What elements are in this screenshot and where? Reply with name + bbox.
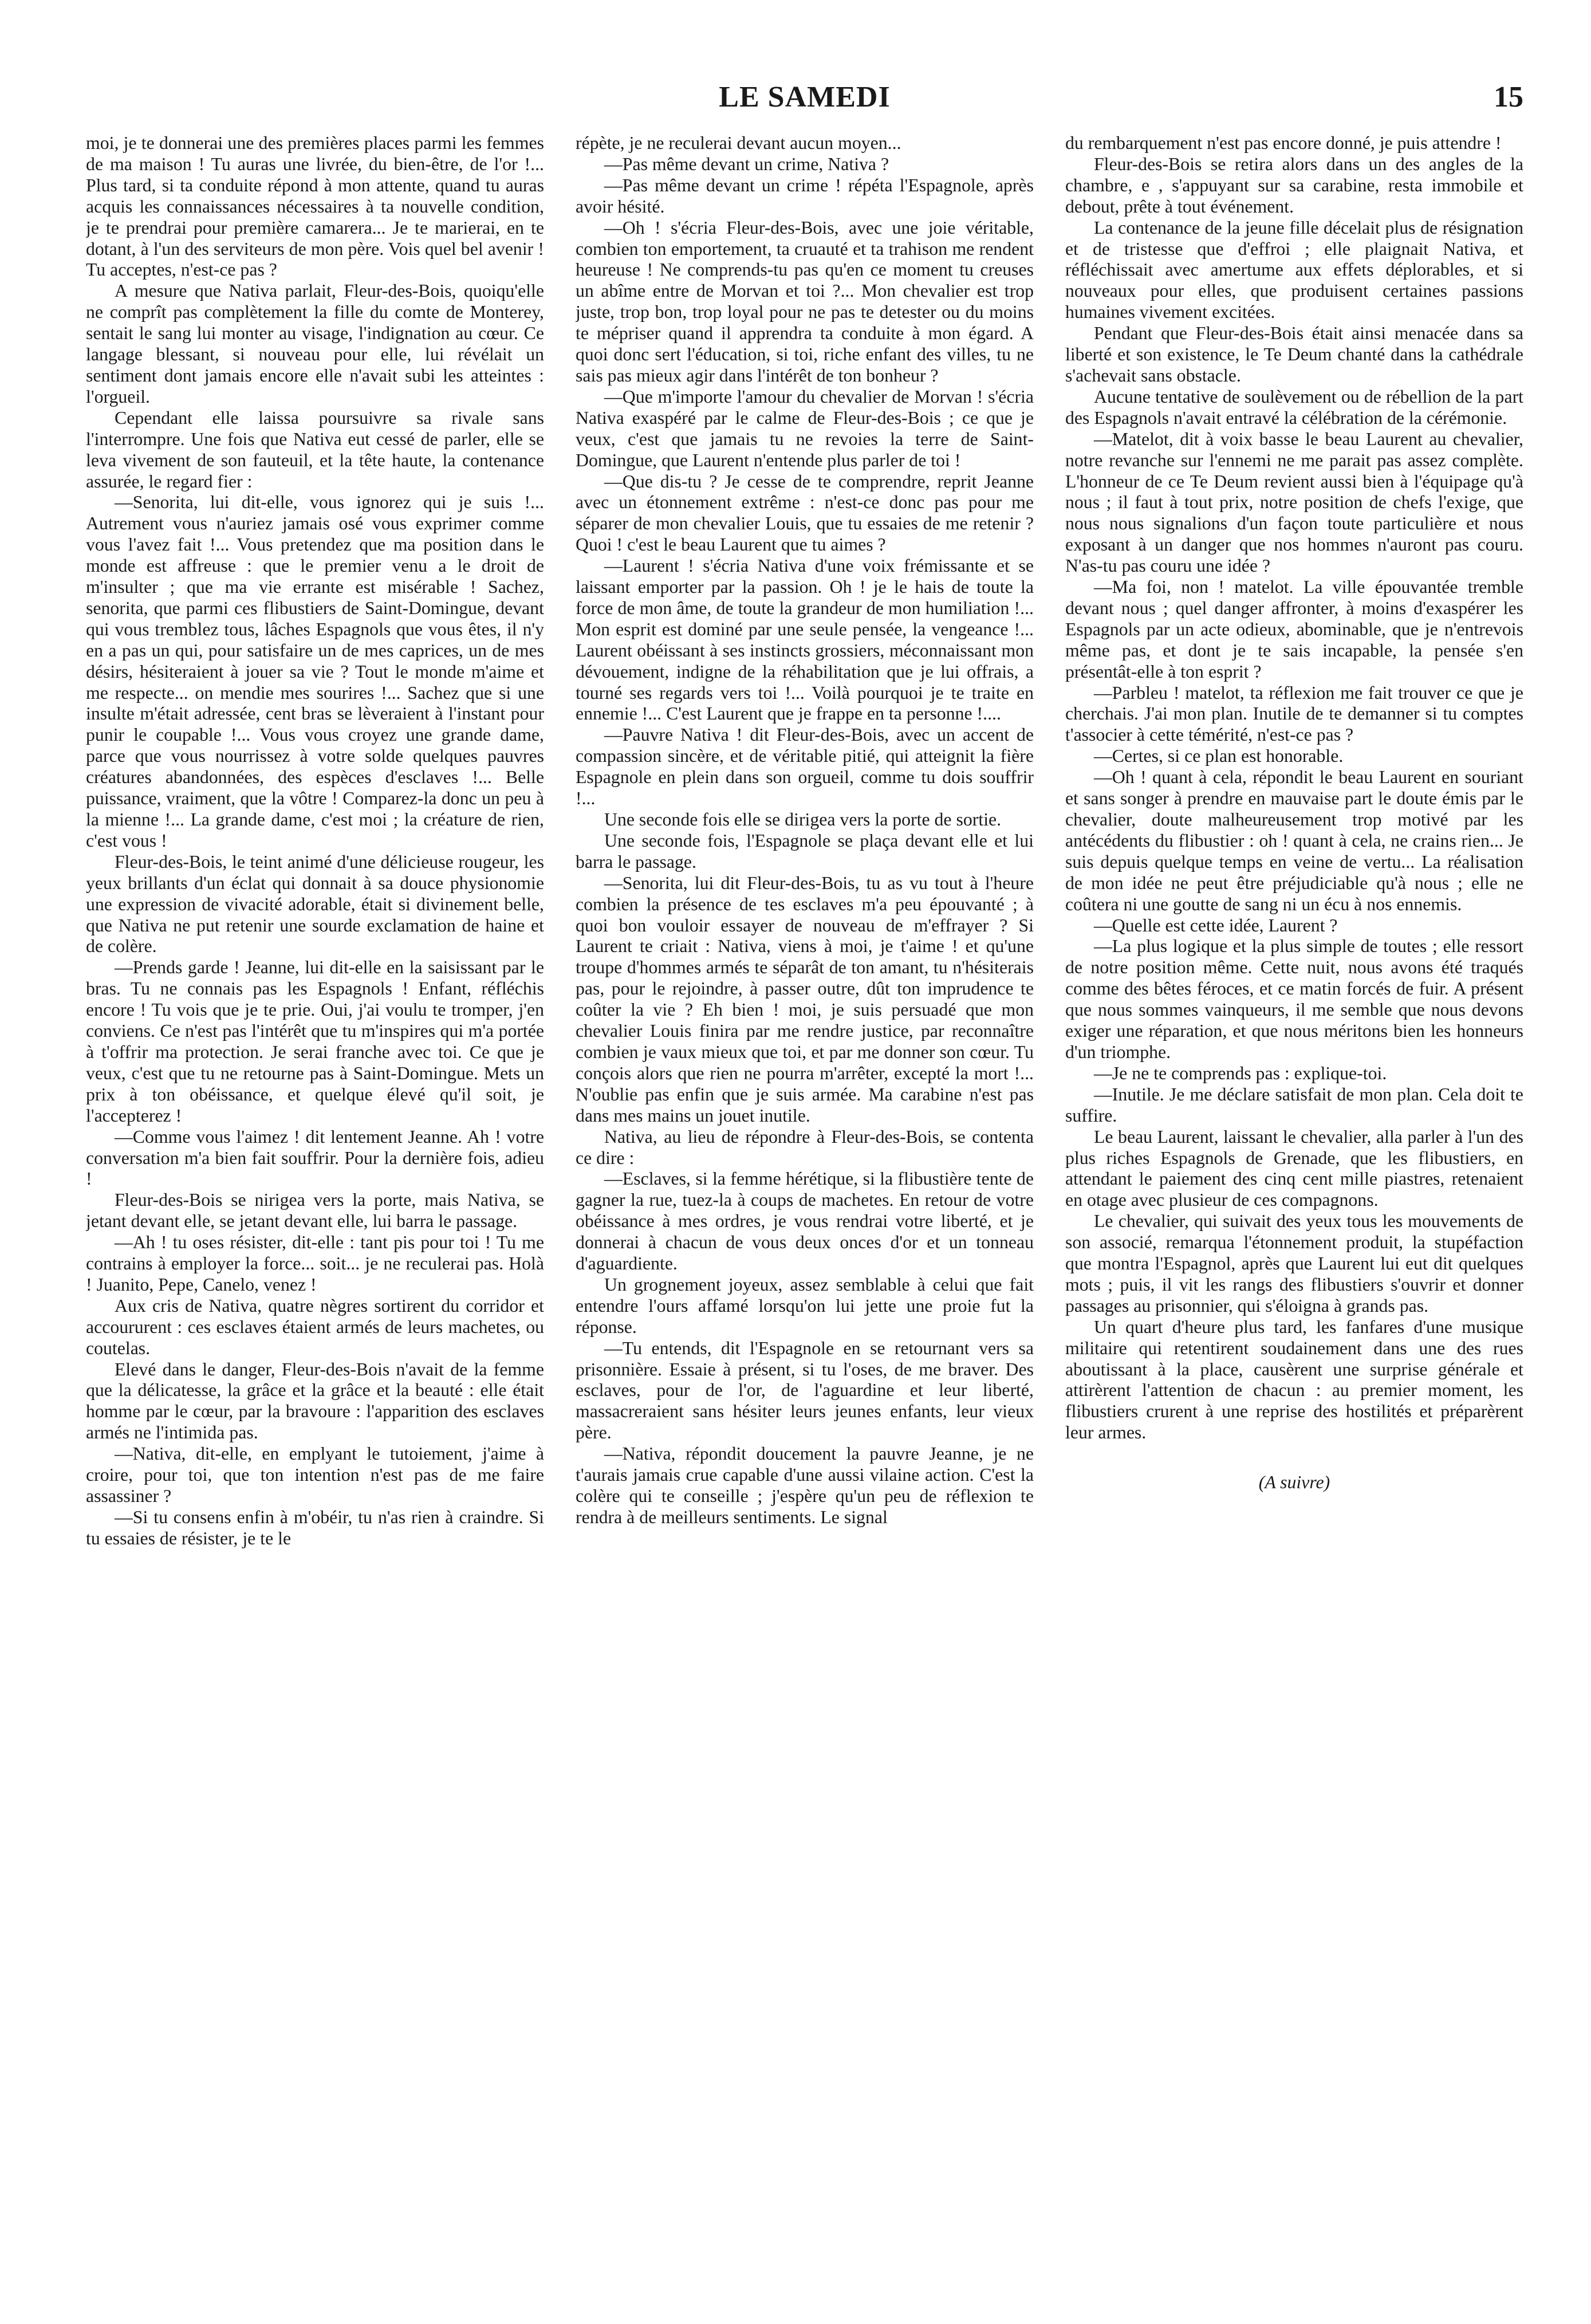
article-paragraph: Nativa, au lieu de répondre à Fleur-des-Bois, se contenta ce dire : bbox=[576, 1126, 1034, 1168]
article-paragraph: Le beau Laurent, laissant le chevalier, alla parler à l'un des plus riches Espagnols de Grenade, que les flibustiers, en attendant le paiement des cinq cent mille piastres, retenaient en otage avec plusieur de ces compagnons. bbox=[1065, 1126, 1523, 1210]
article-paragraph: Aux cris de Nativa, quatre nègres sortirent du corridor et accoururent : ces esclaves étaient armés de leurs machetes, ou coutelas. bbox=[86, 1295, 544, 1358]
article-paragraph: —Ma foi, non ! matelot. La ville épouvantée tremble devant nous ; quel danger affronter, à moins d'exaspérer les Espagnols par un acte odieux, abominable, que je n'entrevois même pas, et dont je te sais incapable, la pensée s'en présentât-elle à ton esprit ? bbox=[1065, 577, 1523, 682]
article-paragraph: —Pauvre Nativa ! dit Fleur-des-Bois, avec un accent de compassion sincère, et de véritable pitié, qui atteignit la fière Espagnole en plein dans son orgueil, comme tu dois souffrir !... bbox=[576, 725, 1034, 809]
article-paragraph: Le chevalier, qui suivait des yeux tous les mouvements de son associé, remarqua l'étonnement produit, la stupéfaction que montra l'Espagnol, après que Laurent lui eut dit quelques mots ; puis, il vit les rangs des flibustiers s'ouvrir et donner passages au prisonnier, qui s'éloigna à grands pas. bbox=[1065, 1211, 1523, 1316]
article-paragraph: —Nativa, répondit doucement la pauvre Jeanne, je ne t'aurais jamais crue capable d'une aussi vilaine action. C'est la colère qui te conseille ; j'espère qu'un peu de réflexion te rendra à de meilleurs sentiments. Le signal bbox=[576, 1444, 1034, 1527]
article-paragraph: —Pas même devant un crime ! répéta l'Espagnole, après avoir hésité. bbox=[576, 175, 1034, 217]
article-paragraph: moi, je te donnerai une des premières places parmi les femmes de ma maison ! Tu auras une livrée, du bien-être, de l'or !... Plus tard, si ta conduite répond à mon attente, quand tu auras acquis les connaissances nécessaires à ta nouvelle condition, je te prendrai pour première camarera... Je te marierai, en te dotant, à l'un des serviteurs de mon père. Vois quel bel avenir ! Tu acceptes, n'est-ce pas ? bbox=[86, 133, 544, 280]
article-paragraph: —Matelot, dit à voix basse le beau Laurent au chevalier, notre revanche sur l'ennemi ne me parait pas assez complète. L'honneur de ce Te Deum revient aussi bien à l'équipage qu'à nous ; il faut à tout prix, notre position de chefs l'exige, que nous nous signalions d'un façon toute particulière et nous exposant à un danger que nos hommes n'auront pas couru. N'as-tu pas couru une idée ? bbox=[1065, 428, 1523, 576]
article-paragraph: —Que dis-tu ? Je cesse de te comprendre, reprit Jeanne avec un étonnement extrême : n'est-ce donc pas pour me séparer de mon chevalier Louis, que tu essaies de me retenir ? Quoi ! c'est le beau Laurent que tu aimes ? bbox=[576, 471, 1034, 555]
article-paragraph: —Pas même devant un crime, Nativa ? bbox=[604, 154, 889, 174]
article-paragraph: —Ah ! tu oses résister, dit-elle : tant pis pour toi ! Tu me contrains à employer la force... soit... je ne reculerai pas. Holà ! Juanito, Pepe, Canelo, venez ! bbox=[86, 1232, 544, 1295]
article-paragraph: —Inutile. Je me déclare satisfait de mon plan. Cela doit te suffire. bbox=[1065, 1084, 1523, 1126]
column-1 bbox=[86, 133, 544, 2264]
article-paragraph: Aucune tentative de soulèvement ou de rébellion de la part des Espagnols n'avait entravé la célébration de la cérémonie. bbox=[1065, 386, 1523, 428]
article-paragraph: —Esclaves, si la femme hérétique, si la flibustière tente de gagner la rue, tuez-la à coups de machetes. En retour de votre obéissance à mes ordres, je vous rendrai votre liberté, et je donnerai à chacun de vous deux onces d'or et un tonneau d'aguardiente. bbox=[576, 1169, 1034, 1274]
article-paragraph: —Prends garde ! Jeanne, lui dit-elle en la saisissant par le bras. Tu ne connais pas les Espagnols ! Enfant, réfléchis encore ! Tu vois que je te prie. Oui, j'ai voulu te tromper, j'en conviens. Ce n'est pas l'intérêt que tu m'inspires qui m'a portée à t'offrir ma protection. Je serai franche avec toi. Ce que je veux, c'est que tu ne retourne pas à Saint-Domingue. Mets un prix à ton obéissance, et quelque élevé qu'il soit, je l'accepterez ! bbox=[86, 957, 544, 1126]
article-paragraph: Une seconde fois elle se dirigea vers la porte de sortie. bbox=[604, 809, 1002, 829]
text-columns bbox=[86, 133, 1523, 2264]
article-paragraph: —Tu entends, dit l'Espagnole en se retournant vers sa prisonnière. Essaie à présent, si tu l'oses, de me braver. Des esclaves, pour de l'or, de l'aguardine et leur liberté, massacreraient sans hésiter leurs jeunes enfants, leur vieux père. bbox=[576, 1338, 1034, 1443]
article-paragraph: Elevé dans le danger, Fleur-des-Bois n'avait de la femme que la délicatesse, la grâce et la grâce et la beauté : elle était homme par le cœur, par la bravoure : l'apparition des esclaves armés ne l'intimida pas. bbox=[86, 1359, 544, 1443]
article-paragraph: —Certes, si ce plan est honorable. bbox=[1094, 746, 1344, 766]
publication-title: LE SAMEDI bbox=[719, 81, 891, 113]
article-paragraph: Un grognement joyeux, assez semblable à celui que fait entendre l'ours affamé lorsqu'on lui jette une proie fut la réponse. bbox=[576, 1274, 1034, 1337]
article-paragraph: —Nativa, dit-elle, en emplyant le tutoiement, j'aime à croire, pour toi, que ton intention n'est pas de me faire assassiner ? bbox=[86, 1444, 544, 1506]
article-paragraph: —Comme vous l'aimez ! dit lentement Jeanne. Ah ! votre conversation m'a bien fait souffrir. Pour la dernière fois, adieu ! bbox=[86, 1126, 544, 1189]
article-paragraph: Cependant elle laissa poursuivre sa rivale sans l'interrompre. Une fois que Nativa eut cessé de parler, elle se leva vivement de son fauteuil, et la tête haute, la contenance assurée, le regard fier : bbox=[86, 407, 544, 491]
article-paragraph: Pendant que Fleur-des-Bois était ainsi menacée dans sa liberté et son existence, le Te Deum chanté dans la cathédrale s'achevait sans obstacle. bbox=[1065, 323, 1523, 386]
page-number: 15 bbox=[1494, 81, 1523, 113]
article-paragraph: Fleur-des-Bois se nirigea vers la porte, mais Nativa, se jetant devant elle, se jetant devant elle, lui barra le passage. bbox=[86, 1190, 544, 1232]
article-paragraph: Une seconde fois, l'Espagnole se plaça devant elle et lui barra le passage. bbox=[576, 830, 1034, 872]
article-paragraph: répète, je ne reculerai devant aucun moyen... bbox=[576, 133, 901, 153]
article-paragraph: du rembarquement n'est pas encore donné, je puis attendre ! bbox=[1065, 133, 1502, 153]
article-paragraph: —Si tu consens enfin à m'obéir, tu n'as rien à craindre. Si tu essaies de résister, je te le bbox=[86, 1507, 544, 1548]
article-paragraph: —Laurent ! s'écria Nativa d'une voix frémissante et se laissant emporter par la passion. Oh ! je le hais de toute la force de mon âme, de toute la grandeur de mon humiliation !... Mon esprit est dominé par une seule pensée, la vengeance !... Laurent obéissant à ses instincts grossiers, méconnaissant mon dévouement, indigne de la réhabilitation que je lui offrais, a tourné ses regards vers toi !... Voilà pourquoi je te traite en ennemie !... C'est Laurent que je frappe en ta personne !.... bbox=[576, 556, 1034, 724]
article-paragraph: —Oh ! quant à cela, répondit le beau Laurent en souriant et sans songer à prendre en mauvaise part le doute émis par le chevalier, doute malheureusement trop motivé par les antécédents du flibustier : oh ! quant à cela, ne crains rien... Je suis depuis quelque temps en veine de vertu... La réalisation de mon idée ne peut être préjudiciable qu'à nous ; elle ne coûtera ni une goutte de sang ni un écu à nos ennemis. bbox=[1065, 767, 1523, 914]
article-paragraph: —Oh ! s'écria Fleur-des-Bois, avec une joie véritable, combien ton emportement, ta cruauté et ta trahison me rendent heureuse ! Ne comprends-tu pas qu'en ce moment tu creuses un abîme entre de Morvan et toi ?... Mon chevalier est trop juste, trop bon, trop loyal pour ne pas te detester ou du moins te mépriser quand il apprendra ta conduite à mon égard. A quoi donc sert l'éducation, si toi, riche enfant des villes, tu ne sais pas mieux agir dans l'intérêt de ton bonheur ? bbox=[576, 217, 1034, 386]
article-paragraph: —Quelle est cette idée, Laurent ? bbox=[1094, 915, 1338, 935]
article-paragraph: —Senorita, lui dit-elle, vous ignorez qui je suis !... Autrement vous n'auriez jamais osé vous exprimer comme vous l'avez fait !... Vous pretendez que ma position dans le monde est affreuse : que le premier venu a le droit de m'insulter ; que ma vie errante est misérable ! Sachez, senorita, que parmi ces flibustiers de Saint-Domingue, devant qui vous tremblez tous, lâches Espagnols que vous êtes, il n'y en a pas un qui, pour satisfaire un de mes caprices, un de mes désirs, hésiteraient à jouer sa vie ? Tout le monde m'aime et me respecte... on mendie mes sourires !... Sachez que si une insulte m'était adressée, cent bras se lèveraient à l'instant pour punir le coupable !... Vous vous croyez une grande dame, parce que vous nourrissez à votre solde quelques pauvres créatures abandonnées, des espèces d'esclaves !... Belle puissance, vraiment, que la vôtre ! Comparez-la donc un peu à la mienne !... La grande dame, c'est moi ; la créature de rien, c'est vous ! bbox=[86, 492, 544, 851]
article-paragraph: —Parbleu ! matelot, ta réflexion me fait trouver ce que je cherchais. J'ai mon plan. Inutile de te demanner si tu comptes t'associer à cette témérité, n'est-ce pas ? bbox=[1065, 682, 1523, 745]
page-header bbox=[86, 80, 1523, 120]
continued-note: (A suivre) bbox=[1258, 1472, 1330, 1493]
column-2 bbox=[576, 133, 1034, 2264]
article-paragraph: Un quart d'heure plus tard, les fanfares d'une musique militaire qui retentirent soudainement dans une des rues aboutissant à la place, causèrent une surprise générale et attirèrent l'attention de chacun : au premier moment, les flibustiers crurent à une reprise des hostilités et préparèrent leur armes. bbox=[1065, 1316, 1523, 1443]
article-paragraph: —Senorita, lui dit Fleur-des-Bois, tu as vu tout à l'heure combien la présence de tes esclaves m'a peu épouvanté ; à quoi bon vouloir essayer de nouveau de m'effrayer ? Si Laurent te criait : Nativa, viens à moi, je t'aime ! et qu'une troupe d'hommes armés te séparât de ton amant, tu n'hésiterais pas, pour le rejoindre, à passer outre, dût ton imprudence te coûter la vie ? Eh bien ! moi, je suis persuadé que mon chevalier Louis finira par me rendre justice, par reconnaître combien je vaux mieux que toi, et par me donner son cœur. Tu conçois alors que rien ne pourra m'arrêter, excepté la mort !... N'oublie pas enfin que je suis armée. Ma carabine n'est pas dans mes mains un jouet inutile. bbox=[576, 872, 1034, 1126]
column-3 bbox=[1065, 133, 1523, 2264]
article-paragraph: —La plus logique et la plus simple de toutes ; elle ressort de notre position même. Cette nuit, nous avons été traqués comme des bêtes féroces, et ce matin forcés de fuir. A présent que nous sommes vainqueurs, il me semble que nous devons exiger une réparation, et que nous méritons bien les honneurs d'un triomphe. bbox=[1065, 936, 1523, 1062]
article-paragraph: —Je ne te comprends pas : explique-toi. bbox=[1094, 1063, 1387, 1083]
article-paragraph: La contenance de la jeune fille décelait plus de résignation et de tristesse que d'effroi ; elle plaignait Nativa, et réfléchissait avec amertume aux effets déplorables, et si nouveaux pour elles, que produisent certaines passions humaines vivement excitées. bbox=[1065, 217, 1523, 323]
article-paragraph: —Que m'importe l'amour du chevalier de Morvan ! s'écria Nativa exaspéré par le calme de Fleur-des-Bois ; ce que je veux, c'est que jamais tu ne revoies la terre de Saint-Domingue, que Laurent n'entende plus parler de toi ! bbox=[576, 386, 1034, 470]
article-paragraph: A mesure que Nativa parlait, Fleur-des-Bois, quoiqu'elle ne comprît pas complètement la fille du comte de Monterey, sentait le sang lui monter au visage, l'indignation au cœur. Ce langage blessant, si nouveau pour elle, lui révélait un sentiment dont jamais encore elle n'avait subi les atteintes : l'orgueil. bbox=[86, 281, 544, 407]
article-paragraph: Fleur-des-Bois, le teint animé d'une délicieuse rougeur, les yeux brillants d'un éclat qui donnait à sa douce physionomie une expression de vivacité adorable, était si divinement belle, que Nativa ne put retenir une sourde exclamation de haine et de colère. bbox=[86, 851, 544, 957]
article-paragraph: Fleur-des-Bois se retira alors dans un des angles de la chambre, e , s'appuyant sur sa carabine, resta immobile et debout, prête à tout événement. bbox=[1065, 154, 1523, 217]
